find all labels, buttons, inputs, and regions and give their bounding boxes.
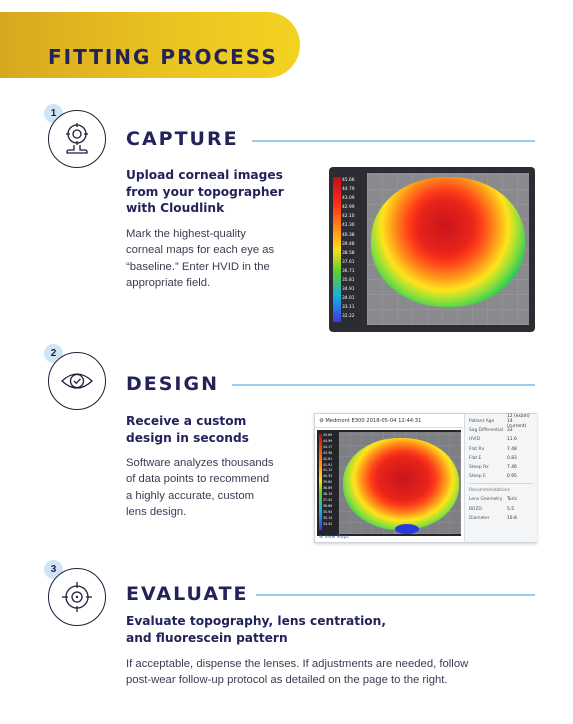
scale-value: 42.99 (342, 205, 355, 211)
view-maps-link[interactable]: ⊕ View Maps (319, 535, 349, 540)
step-title-evaluate: EVALUATE (126, 583, 249, 605)
parameter-value: 0.95 (507, 474, 517, 480)
parameter-label: Steep Rx (469, 465, 489, 471)
scale-value: 41.91 (323, 462, 333, 467)
scale-value: 40.38 (342, 232, 355, 238)
scale-value: 42.10 (342, 214, 355, 220)
parameter-label: HVID (469, 437, 480, 443)
curvature-heatmap (371, 177, 525, 307)
parameter-value: 0.83 (507, 455, 517, 461)
parameter-row (469, 454, 533, 463)
parameter-label: Diameter (469, 515, 490, 521)
scale-value: 44.17 (323, 444, 333, 449)
scale-value: 33.11 (342, 305, 355, 311)
scale-value: 39.62 (323, 480, 333, 485)
parameter-label: Flat E (469, 455, 482, 461)
topography-map (367, 173, 529, 325)
crosshair-icon (59, 579, 95, 615)
parameter-value: 7.46 (507, 465, 517, 471)
scale-labels (342, 176, 355, 322)
scale-value: 44.79 (342, 187, 355, 193)
scale-value: 35.93 (323, 509, 333, 514)
scale-value: 45.66 (342, 178, 355, 183)
fluorescein-spot (395, 524, 419, 534)
parameter-value: 7.48 (507, 446, 517, 452)
scale-value: 32.22 (342, 314, 355, 320)
scale-value: 37.61 (342, 259, 355, 265)
corneal-topography-image (329, 167, 535, 332)
step-title-design: DESIGN (126, 373, 220, 395)
panel-divider (469, 483, 533, 484)
parameters-panel (464, 414, 537, 542)
step-body: If acceptable, dispense the lenses. If adjustments are needed, follow post-wear follow-up protocol as detailed on the page to the right. (126, 658, 469, 687)
scale-value: 37.42 (323, 497, 333, 502)
parameter-row (469, 463, 533, 472)
parameter-value: 33 (507, 428, 513, 434)
scale-value: 41.12 (323, 468, 333, 473)
parameter-value: 5.5 (507, 506, 514, 512)
lens-design-screenshot (314, 413, 537, 543)
color-scale (333, 177, 341, 322)
scale-value: 38.89 (323, 486, 333, 491)
parameter-value: Toric (507, 497, 518, 503)
step-number-badge: 3 (44, 560, 63, 579)
scale-value: 38.58 (342, 250, 355, 256)
step-number-badge: 1 (44, 104, 63, 123)
scale-value: 34.42 (323, 521, 333, 526)
parameter-label: Patient Age (469, 419, 495, 425)
scale-value: 38.15 (323, 492, 333, 497)
parameter-row (469, 514, 533, 523)
parameter-value: 12 (exam) 14 (current) (507, 414, 530, 430)
scale-value: 36.71 (342, 268, 355, 274)
curvature-heatmap (343, 438, 459, 530)
scale-value: 43.36 (323, 450, 333, 455)
scale-value: 35.14 (323, 515, 333, 520)
page-title: FITTING PROCESS (48, 45, 278, 69)
map-grid (339, 432, 461, 534)
step-icon-circle (48, 568, 106, 626)
step-body: Mark the highest-quality corneal maps for each eye as “baseline.” Enter HVID in the appropriate field. (126, 228, 275, 290)
parameter-value: 10.8 (507, 515, 517, 521)
scale-value: 43.09 (342, 196, 355, 202)
device-header: ⚙ Medmont E300 2018-05-04 12:44:31 (315, 414, 463, 428)
step-body: Software analyzes thousands of data points to recommend a highly accurate, custom lens design. (126, 457, 274, 519)
scale-value: 40.33 (323, 474, 333, 479)
scale-value: 35.81 (342, 278, 355, 284)
step-icon-circle (48, 352, 106, 410)
parameter-row (469, 495, 533, 504)
divider-line (232, 384, 535, 386)
scale-value: 45.69 (323, 433, 333, 437)
scale-value: 39.48 (342, 241, 355, 247)
parameter-label: Sag Differential (469, 428, 504, 434)
recommendations-heading: Recommendations (469, 488, 510, 494)
parameter-label: Lens Geometry (469, 497, 503, 503)
step-subhead: Receive a custom design in seconds (126, 414, 249, 445)
header-banner (0, 12, 300, 78)
step-icon-circle (48, 110, 106, 168)
parameter-row (469, 435, 533, 444)
step-number-badge: 2 (44, 344, 63, 363)
scale-value: 36.66 (323, 503, 333, 508)
scale-value: 42.61 (323, 456, 333, 461)
step-title-capture: CAPTURE (126, 128, 239, 150)
divider-line (252, 140, 535, 142)
step-subhead: Upload corneal images from your topographer with Cloudlink (126, 168, 284, 215)
scale-labels (323, 433, 332, 528)
parameter-row (469, 472, 533, 481)
target-stand-icon (59, 121, 95, 157)
step-subhead: Evaluate topography, lens centration, and fluorescein pattern (126, 614, 386, 645)
topography-map (317, 430, 461, 536)
scale-value: 34.91 (342, 287, 355, 293)
eye-check-icon (59, 363, 95, 399)
parameter-value: 11.6 (507, 437, 517, 443)
divider-line (256, 594, 535, 596)
parameter-label: BOZD (469, 506, 482, 512)
parameter-label: Steep E (469, 474, 486, 480)
scale-value: 44.99 (323, 438, 333, 443)
scale-value: 41.30 (342, 223, 355, 229)
parameter-row (469, 445, 533, 454)
scale-value: 34.01 (342, 296, 355, 302)
parameter-row (469, 505, 533, 514)
color-scale (319, 434, 322, 530)
parameter-row (469, 426, 533, 435)
parameter-label: Flat Rx (469, 446, 485, 452)
parameter-row (469, 414, 533, 430)
